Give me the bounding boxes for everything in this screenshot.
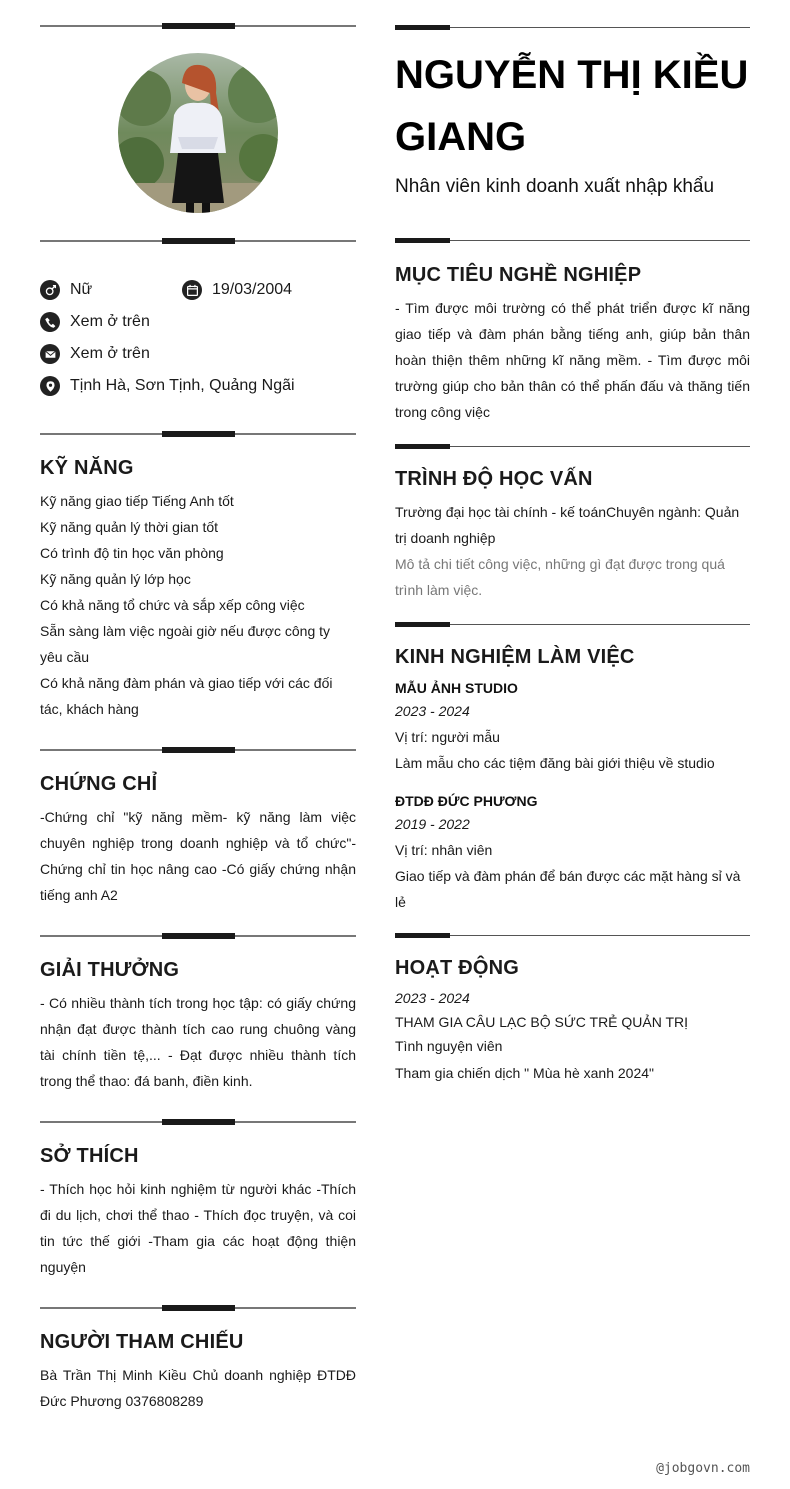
job-position: Vị trí: nhân viên — [395, 842, 493, 858]
activities-title: HOẠT ĐỘNG — [395, 957, 520, 979]
candidate-name: NGUYỄN THỊ KIỀU GIANG — [395, 53, 749, 159]
avatar — [118, 53, 278, 213]
phone-row — [40, 311, 150, 333]
job-description: Làm mẫu cho các tiệm đăng bài giới thiệu về studio — [395, 755, 715, 771]
address-value: Tịnh Hà, Sơn Tịnh, Quảng Ngãi — [70, 377, 295, 394]
job-period: 2023 - 2024 — [395, 703, 470, 719]
skill-item: Có trình độ tin học văn phòng — [40, 545, 224, 561]
experience-item — [395, 678, 750, 776]
skill-item: Có khả năng đàm phán và giao tiếp với các đối tác, khách hàng — [40, 675, 333, 717]
experience-title: KINH NGHIỆM LÀM VIỆC — [395, 646, 635, 668]
company-name: ĐTDĐ ĐỨC PHƯƠNG — [395, 793, 538, 809]
awards-title: GIẢI THƯỞNG — [40, 959, 180, 981]
email-value: Xem ở trên — [70, 345, 150, 362]
skills-list — [40, 488, 356, 722]
hobbies-text: - Thích học hỏi kinh nghiệm từ người khác -Thích đi du lịch, chơi thể thao - Thích đọc truyện, và coi tin tức thế giới -Tham gia các hoạt động thiện nguyện — [40, 1181, 356, 1275]
job-description: Giao tiếp và đàm phán để bán được các mặt hàng sỉ và lẻ — [395, 868, 741, 910]
experience-item — [395, 791, 750, 915]
skill-item: Kỹ năng giao tiếp Tiếng Anh tốt — [40, 493, 234, 509]
divider — [40, 749, 356, 751]
certificates-title: CHỨNG CHỈ — [40, 773, 158, 795]
watermark: @jobgovn.com — [656, 1461, 750, 1476]
activity-item — [395, 986, 750, 1088]
certificates-text: -Chứng chỉ "kỹ năng mềm- kỹ năng làm việc chuyên nghiệp trong doanh nghiệp và tổ chức"- Chứng chỉ tin học nâng cao -Có giấy chứng nhận tiếng anh A2 — [40, 809, 356, 903]
divider — [395, 240, 750, 241]
activity-detail: Tham gia chiến dịch " Mùa hè xanh 2024" — [395, 1065, 654, 1081]
phone-value: Xem ở trên — [70, 313, 150, 330]
gender-value: Nữ — [70, 281, 93, 298]
skill-item: Kỹ năng quản lý lớp học — [40, 571, 191, 587]
gender-icon — [40, 280, 60, 300]
divider — [40, 935, 356, 937]
objective-title: MỤC TIÊU NGHỀ NGHIỆP — [395, 264, 642, 286]
job-position: Vị trí: người mẫu — [395, 729, 500, 745]
job-title: Nhân viên kinh doanh xuất nhập khẩu — [395, 176, 715, 197]
skill-item: Có khả năng tổ chức và sắp xếp công việc — [40, 597, 305, 613]
hobbies-title: SỞ THÍCH — [40, 1145, 139, 1167]
activity-role: Tình nguyện viên — [395, 1038, 503, 1054]
divider — [40, 433, 356, 435]
email-row — [40, 343, 150, 365]
activity-period: 2023 - 2024 — [395, 990, 470, 1006]
company-name: MẪU ẢNH STUDIO — [395, 680, 518, 696]
address-row — [40, 375, 295, 397]
skills-title: KỸ NĂNG — [40, 457, 134, 479]
divider — [395, 624, 750, 625]
skill-item: Kỹ năng quản lý thời gian tốt — [40, 519, 219, 535]
divider — [40, 1307, 356, 1309]
objective-text: - Tìm được môi trường có thể phát triển được kĩ năng giao tiếp và đàm phán bằng tiếng anh, giúp bản thân hoàn thiện thêm những kĩ năng mềm. - Tìm được môi trường giúp cho bản thân có thể phấn đấu và thăng tiến trong công việc — [395, 300, 750, 420]
location-pin-icon — [40, 376, 60, 396]
phone-icon — [40, 312, 60, 332]
education-description: Mô tả chi tiết công việc, những gì đạt được trong quá trình làm việc. — [395, 556, 725, 598]
gender-row — [40, 279, 92, 301]
divider — [395, 27, 750, 28]
awards-text: - Có nhiều thành tích trong học tập: có giấy chứng nhận đạt được thành tích cao rung chuông vàng tài chính tiền tệ,... - Đạt được nhiều thành tích trong thể thao: đá banh, điền kinh. — [40, 995, 356, 1089]
skill-item: Sẵn sàng làm việc ngoài giờ nếu được công ty yêu cầu — [40, 623, 331, 665]
avatar-photo — [118, 53, 278, 213]
birthday-row — [182, 279, 292, 301]
calendar-icon — [182, 280, 202, 300]
birthday-value: 19/03/2004 — [212, 281, 293, 298]
divider — [40, 25, 356, 27]
mail-icon — [40, 344, 60, 364]
education-text: Trường đại học tài chính - kế toánChuyên ngành: Quản trị doanh nghiệp — [395, 504, 740, 546]
divider — [40, 240, 356, 242]
job-period: 2019 - 2022 — [395, 816, 470, 832]
references-text: Bà Trần Thị Minh Kiều Chủ doanh nghiệp ĐTDĐ Đức Phương 0376808289 — [40, 1367, 356, 1409]
activity-org: THAM GIA CÂU LẠC BỘ SỨC TRẺ QUẢN TRỊ — [395, 1014, 689, 1030]
divider — [395, 935, 750, 936]
divider — [40, 1121, 356, 1123]
references-title: NGƯỜI THAM CHIẾU — [40, 1331, 244, 1353]
education-title: TRÌNH ĐỘ HỌC VẤN — [395, 468, 593, 490]
divider — [395, 446, 750, 447]
